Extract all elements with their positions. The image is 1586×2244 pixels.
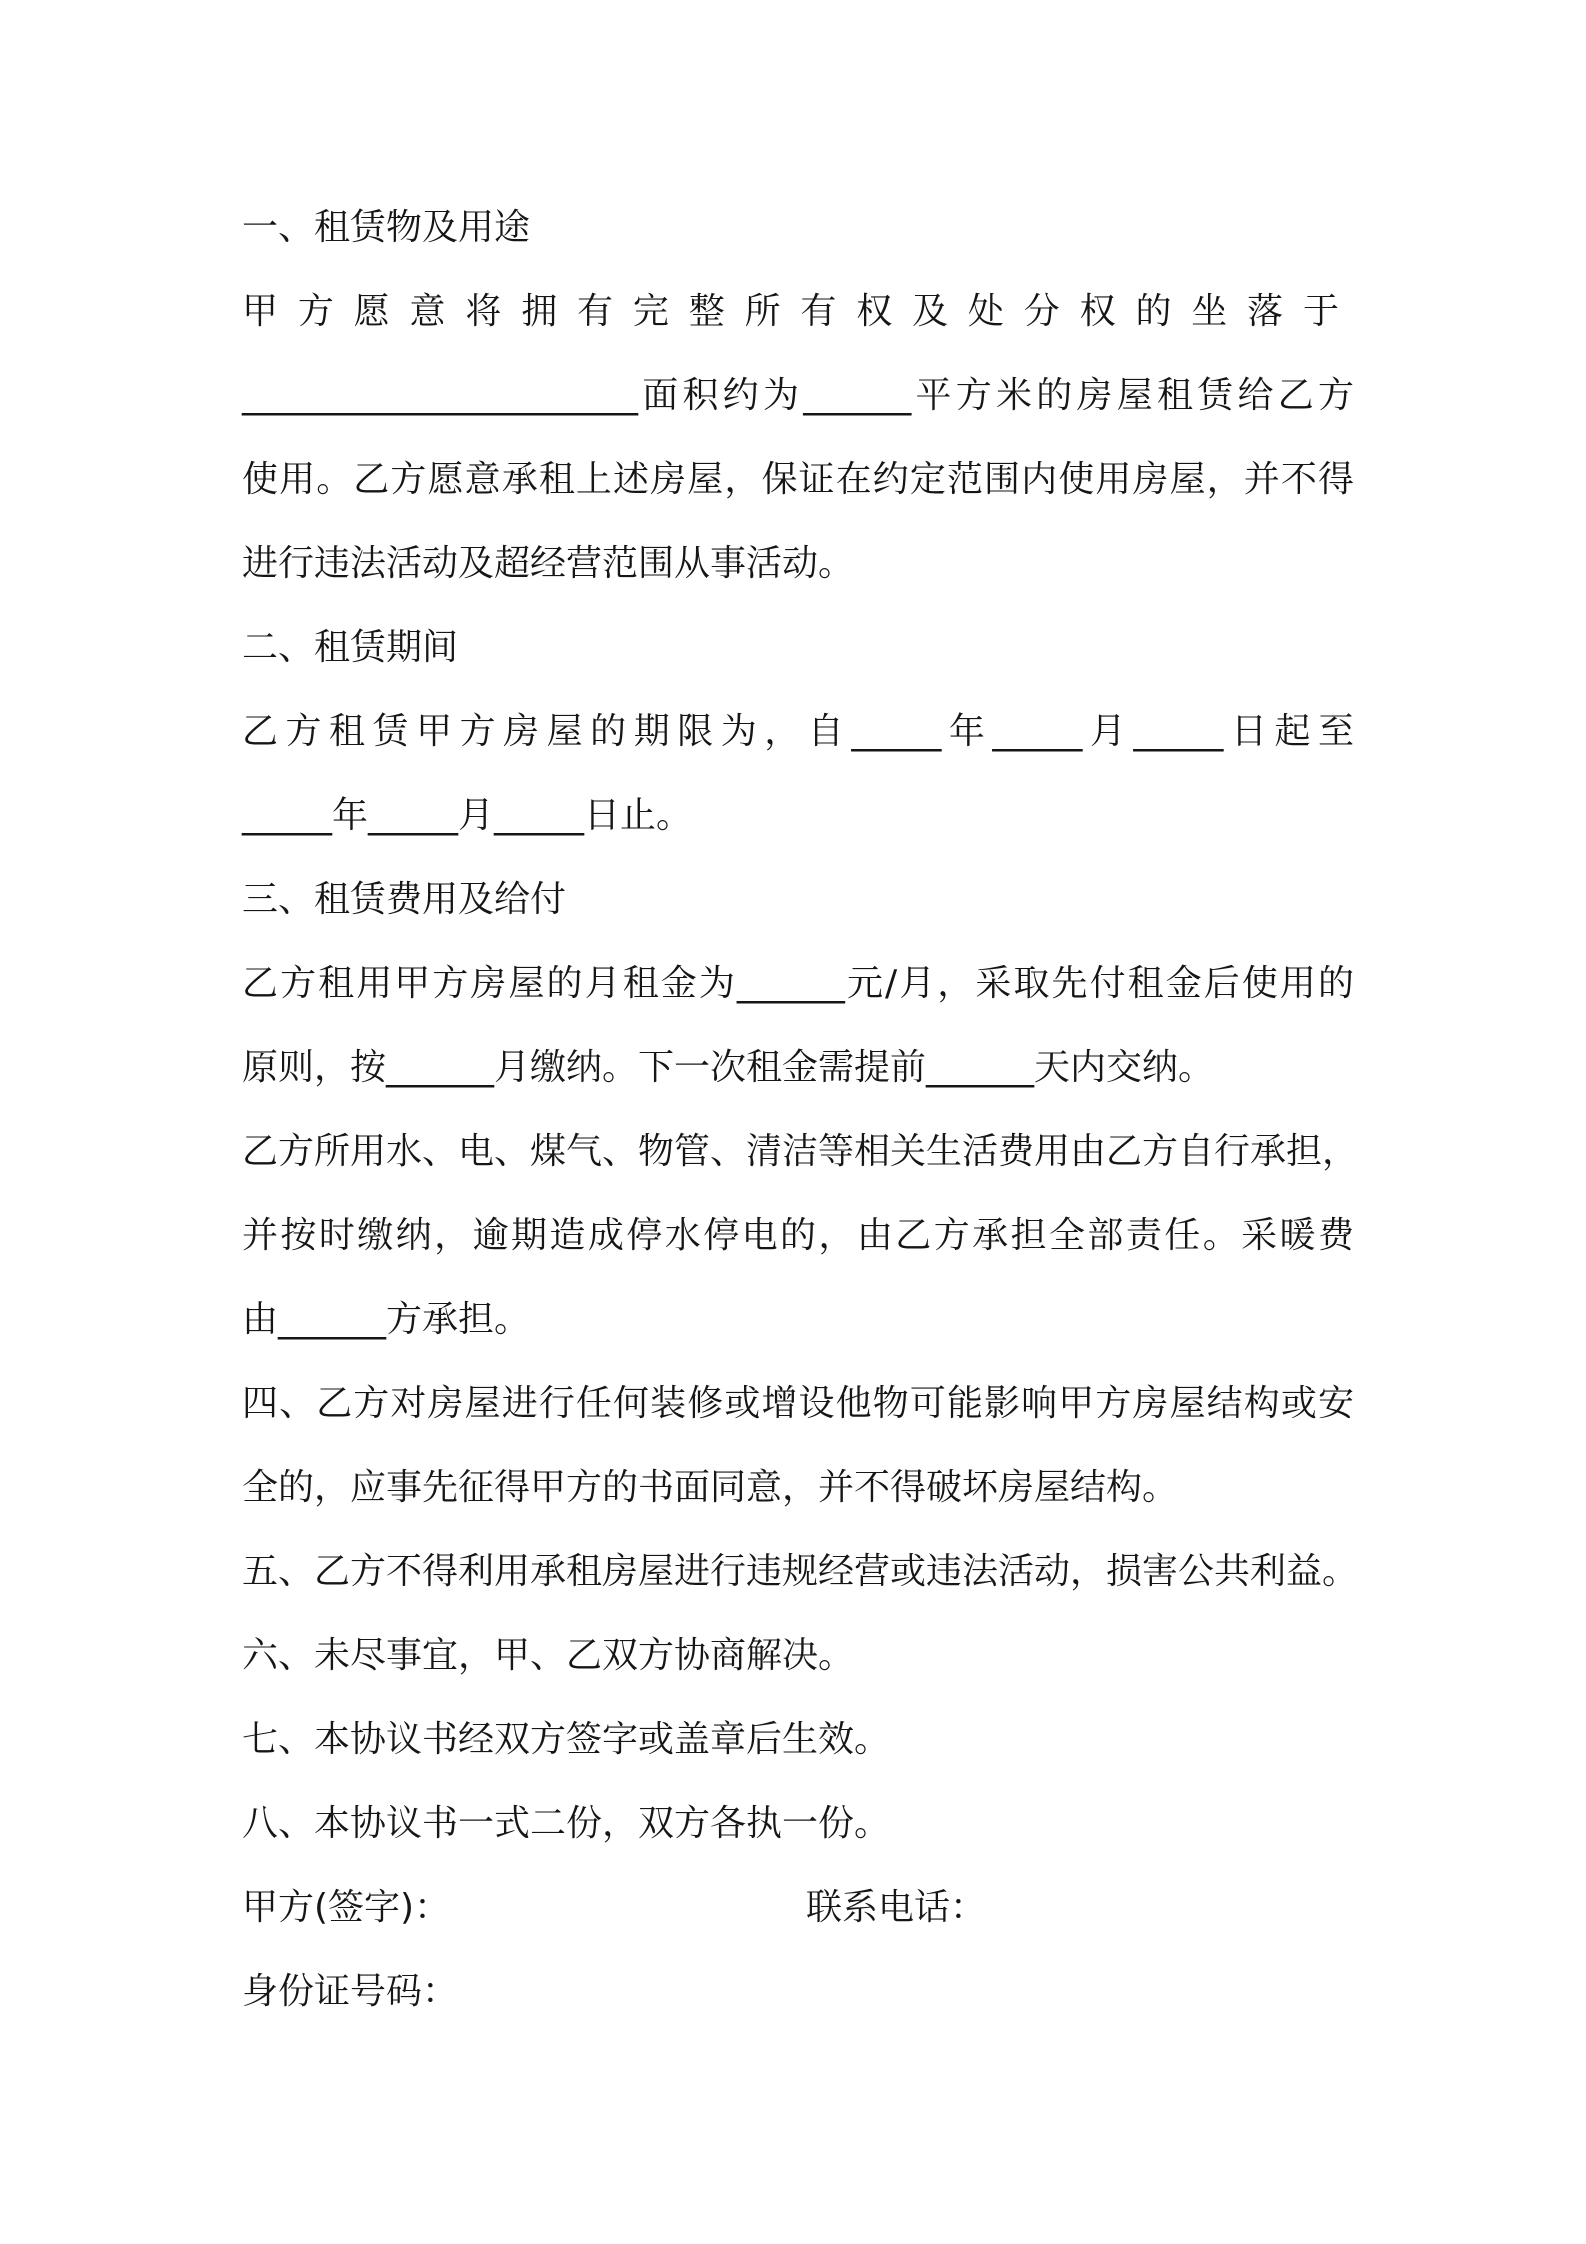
paragraph-line: 由______方承担。 <box>242 1299 531 1340</box>
paragraph-line: 使用。乙方愿意承租上述房屋，保证在约定范围内使用房屋，并不得 <box>242 459 1354 500</box>
clause-4-line: 四、乙方对房屋进行任何装修或增设他物可能影响甲方房屋结构或安 <box>242 1383 1354 1424</box>
clause-8: 八、本协议书一式二份，双方各执一份。 <box>242 1803 891 1844</box>
section-heading-3: 三、租赁费用及给付 <box>242 879 567 920</box>
paragraph-line: 甲方愿意将拥有完整所有权及处分权的坐落于 <box>242 291 1354 332</box>
clause-5: 五、乙方不得利用承租房屋进行违规经营或违法活动，损害公共利益。 <box>242 1551 1359 1592</box>
id-number-label: 身份证号码： <box>242 1971 459 2012</box>
clause-6: 六、未尽事宜，甲、乙双方协商解决。 <box>242 1635 855 1676</box>
paragraph-line: 乙方租赁甲方房屋的期限为，自_____年_____月_____日起至 <box>242 711 1354 752</box>
section-heading-2: 二、租赁期间 <box>242 627 459 668</box>
paragraph-line: 并按时缴纳，逾期造成停水停电的，由乙方承担全部责任。采暖费 <box>242 1215 1354 1256</box>
clause-4-line: 全的，应事先征得甲方的书面同意，并不得破坏房屋结构。 <box>242 1467 1179 1508</box>
party-a-signature-label: 甲方(签字)： <box>242 1887 451 1928</box>
phone-label: 联系电话： <box>806 1887 987 1928</box>
paragraph-line: ______________________面积约为______平方米的房屋租赁给乙方 <box>242 375 1354 416</box>
paragraph-line: _____年_____月_____日止。 <box>242 795 693 836</box>
paragraph-line: 乙方所用水、电、煤气、物管、清洁等相关生活费用由乙方自行承担， <box>242 1131 1359 1172</box>
paragraph-line: 原则，按______月缴纳。下一次租金需提前______天内交纳。 <box>242 1047 1215 1088</box>
paragraph-line: 乙方租用甲方房屋的月租金为______元/月，采取先付租金后使用的 <box>242 963 1354 1004</box>
clause-7: 七、本协议书经双方签字或盖章后生效。 <box>242 1719 891 1760</box>
paragraph-line: 进行违法活动及超经营范围从事活动。 <box>242 543 855 584</box>
section-heading-1: 一、租赁物及用途 <box>242 207 531 248</box>
